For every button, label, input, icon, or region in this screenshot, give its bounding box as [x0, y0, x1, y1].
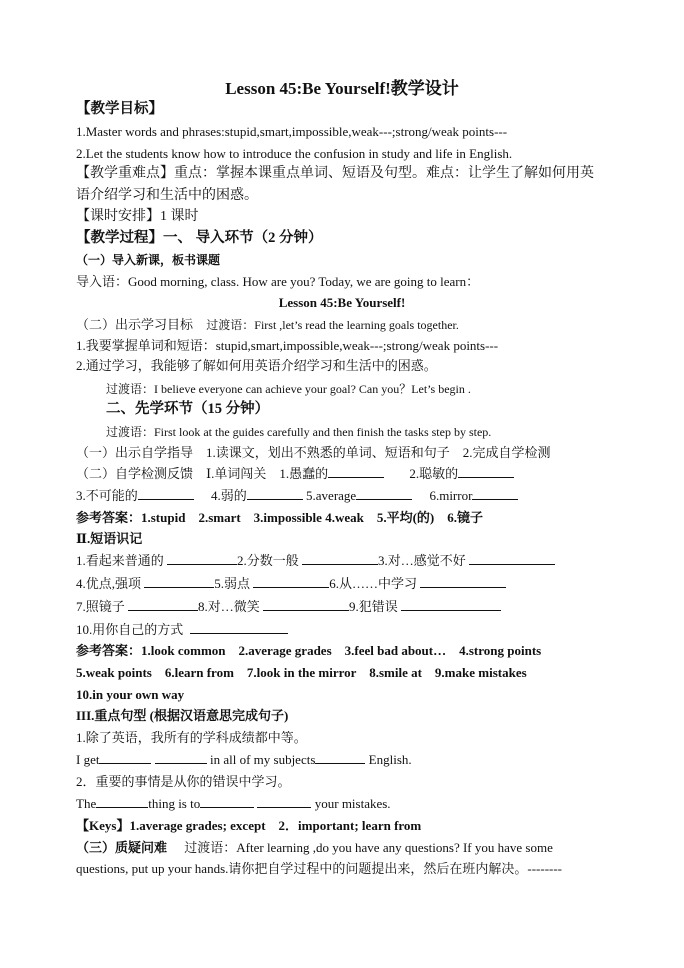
self-study-guide: （一）出示自学指导 1.读课文，划出不熟悉的单词、短语和句子 2.完成自学检测 — [76, 445, 551, 460]
blank — [167, 552, 237, 565]
phrase-item: 1.看起来普通的 — [76, 553, 164, 568]
self-check-label: （二）自学检测反馈 Ⅰ.单词闯关 1.愚蠢的 — [76, 466, 329, 481]
lesson-title: Lesson 45:Be Yourself! — [278, 295, 406, 310]
blank — [128, 598, 198, 611]
blank — [155, 751, 207, 764]
page-title: Lesson 45:Be Yourself!教学设计 — [225, 79, 459, 98]
word-item: 6.mirror — [429, 488, 473, 503]
keys-line: 【Keys】1.average grades; except 2．important; learn from — [76, 818, 422, 833]
blank — [302, 552, 378, 565]
sentence-1 — [76, 751, 412, 769]
sentence-2-cn: 2．重要的事情是从你的错误中学习。 — [76, 774, 291, 789]
phrase-item: 2.分数一般 — [237, 553, 299, 568]
section-2-heading: 二、先学环节（15 分钟） — [106, 401, 270, 417]
blank — [99, 751, 151, 764]
sentence-part: in all of my subjects — [209, 752, 316, 767]
blank — [315, 751, 365, 764]
phrase-row — [76, 575, 506, 593]
phrase-row — [76, 552, 555, 570]
intro-heading: （一）导入新课，板书课题 — [76, 253, 221, 267]
phrase-item: 7.照镜子 — [76, 599, 125, 614]
questions-line-1 — [76, 839, 553, 857]
transition-3: 过渡语：First look at the guides carefully and then finish the tasks step by step. — [106, 425, 492, 439]
questions-text: 过渡语：After learning ,do you have any questions? If you have some — [184, 840, 553, 855]
questions-label: （三）质疑问难 — [76, 840, 168, 855]
word-item: 5.average — [306, 488, 357, 503]
phrase-item: 9.犯错误 — [349, 599, 398, 614]
blank — [328, 465, 384, 478]
blank — [263, 598, 349, 611]
goals-heading: 【教学目标】 — [76, 101, 163, 117]
sentence-part: English. — [368, 752, 412, 767]
phrase-item: 8.对…微笑 — [198, 599, 260, 614]
phrases-heading: Ⅱ.短语识记 — [76, 531, 143, 546]
questions-line-2: questions, put up your hands.请你把自学过程中的问题提出来，然后在班内解决。-------- — [76, 861, 563, 876]
self-check-2: 2.聪敏的 — [409, 466, 459, 481]
blank — [96, 795, 148, 808]
answers-1: 参考答案：1.stupid 2.smart 3.impossible 4.weak 5.平均(的) 6.镜子 — [76, 510, 483, 525]
blank — [472, 487, 518, 500]
blank — [420, 575, 506, 588]
blank — [356, 487, 412, 500]
blank — [458, 465, 514, 478]
phrase-item: 6.从……中学习 — [329, 576, 418, 591]
blank — [469, 552, 555, 565]
phrase-item: 3.对…感觉不好 — [378, 553, 466, 568]
blank — [257, 795, 311, 808]
self-check-line — [76, 465, 514, 483]
phrase-row — [76, 598, 501, 616]
key-points-line-2: 语介绍学习和生活中的困惑。 — [76, 188, 258, 203]
blank — [144, 575, 214, 588]
sentence-part: I get — [76, 752, 100, 767]
blank — [200, 795, 254, 808]
phrase-item: 10.用你自己的方式 — [76, 622, 184, 637]
sentence-1-cn: 1.除了英语，我所有的学科成绩都中等。 — [76, 730, 307, 745]
goals-transition: 过渡语：First ,let’s read the learning goals together. — [206, 318, 459, 332]
goal-item-1: 1.Master words and phrases:stupid,smart,impossible,weak---;strong/weak points--- — [76, 124, 508, 139]
sentences-heading: III.重点句型 (根据汉语意思完成句子) — [76, 708, 289, 723]
learning-goal-1: 1.我要掌握单词和短语：stupid,smart,impossible,weak---;strong/weak points--- — [76, 338, 499, 353]
phrase-answers-c: 10.in your own way — [76, 687, 185, 702]
goals-sub-label: （二）出示学习目标 — [76, 317, 194, 332]
phrase-row — [76, 621, 288, 639]
blank — [253, 575, 329, 588]
sentence-part: thing is to — [148, 796, 201, 811]
goal-item-2: 2.Let the students know how to introduce the confusion in study and life in English. — [76, 146, 513, 161]
process-heading: 【教学过程】一、 导入环节（2 分钟） — [76, 230, 323, 246]
word-item: 3.不可能的 — [76, 488, 138, 503]
blank — [138, 487, 194, 500]
sentence-part: your mistakes. — [314, 796, 391, 811]
blank — [190, 621, 288, 634]
word-row — [76, 487, 518, 505]
phrase-answers-b: 5.weak points 6.learn from 7.look in the mirror 8.smile at 9.make mistakes — [76, 665, 527, 680]
intro-line: 导入语：Good morning, class. How are you? Today, we are going to learn： — [76, 274, 480, 289]
transition-2: 过渡语：I believe everyone can achieve your goal? Can you？Let’s begin . — [106, 382, 471, 396]
word-item: 4.弱的 — [211, 488, 247, 503]
schedule: 【课时安排】1 课时 — [76, 209, 199, 224]
blank — [247, 487, 303, 500]
phrase-item: 5.弱点 — [214, 576, 251, 591]
phrase-item: 4.优点,强项 — [76, 576, 142, 591]
key-points-line-1: 【教学重难点】重点：掌握本课重点单词、短语及句型。难点：让学生了解如何用英 — [76, 166, 594, 181]
sentence-part: The — [76, 796, 97, 811]
goals-sub-line — [76, 316, 459, 334]
blank — [401, 598, 501, 611]
sentence-2 — [76, 795, 391, 813]
phrase-answers-a: 参考答案：1.look common 2.average grades 3.feel bad about… 4.strong points — [76, 643, 542, 658]
learning-goal-2: 2.通过学习，我能够了解如何用英语介绍学习和生活中的困惑。 — [76, 358, 437, 373]
